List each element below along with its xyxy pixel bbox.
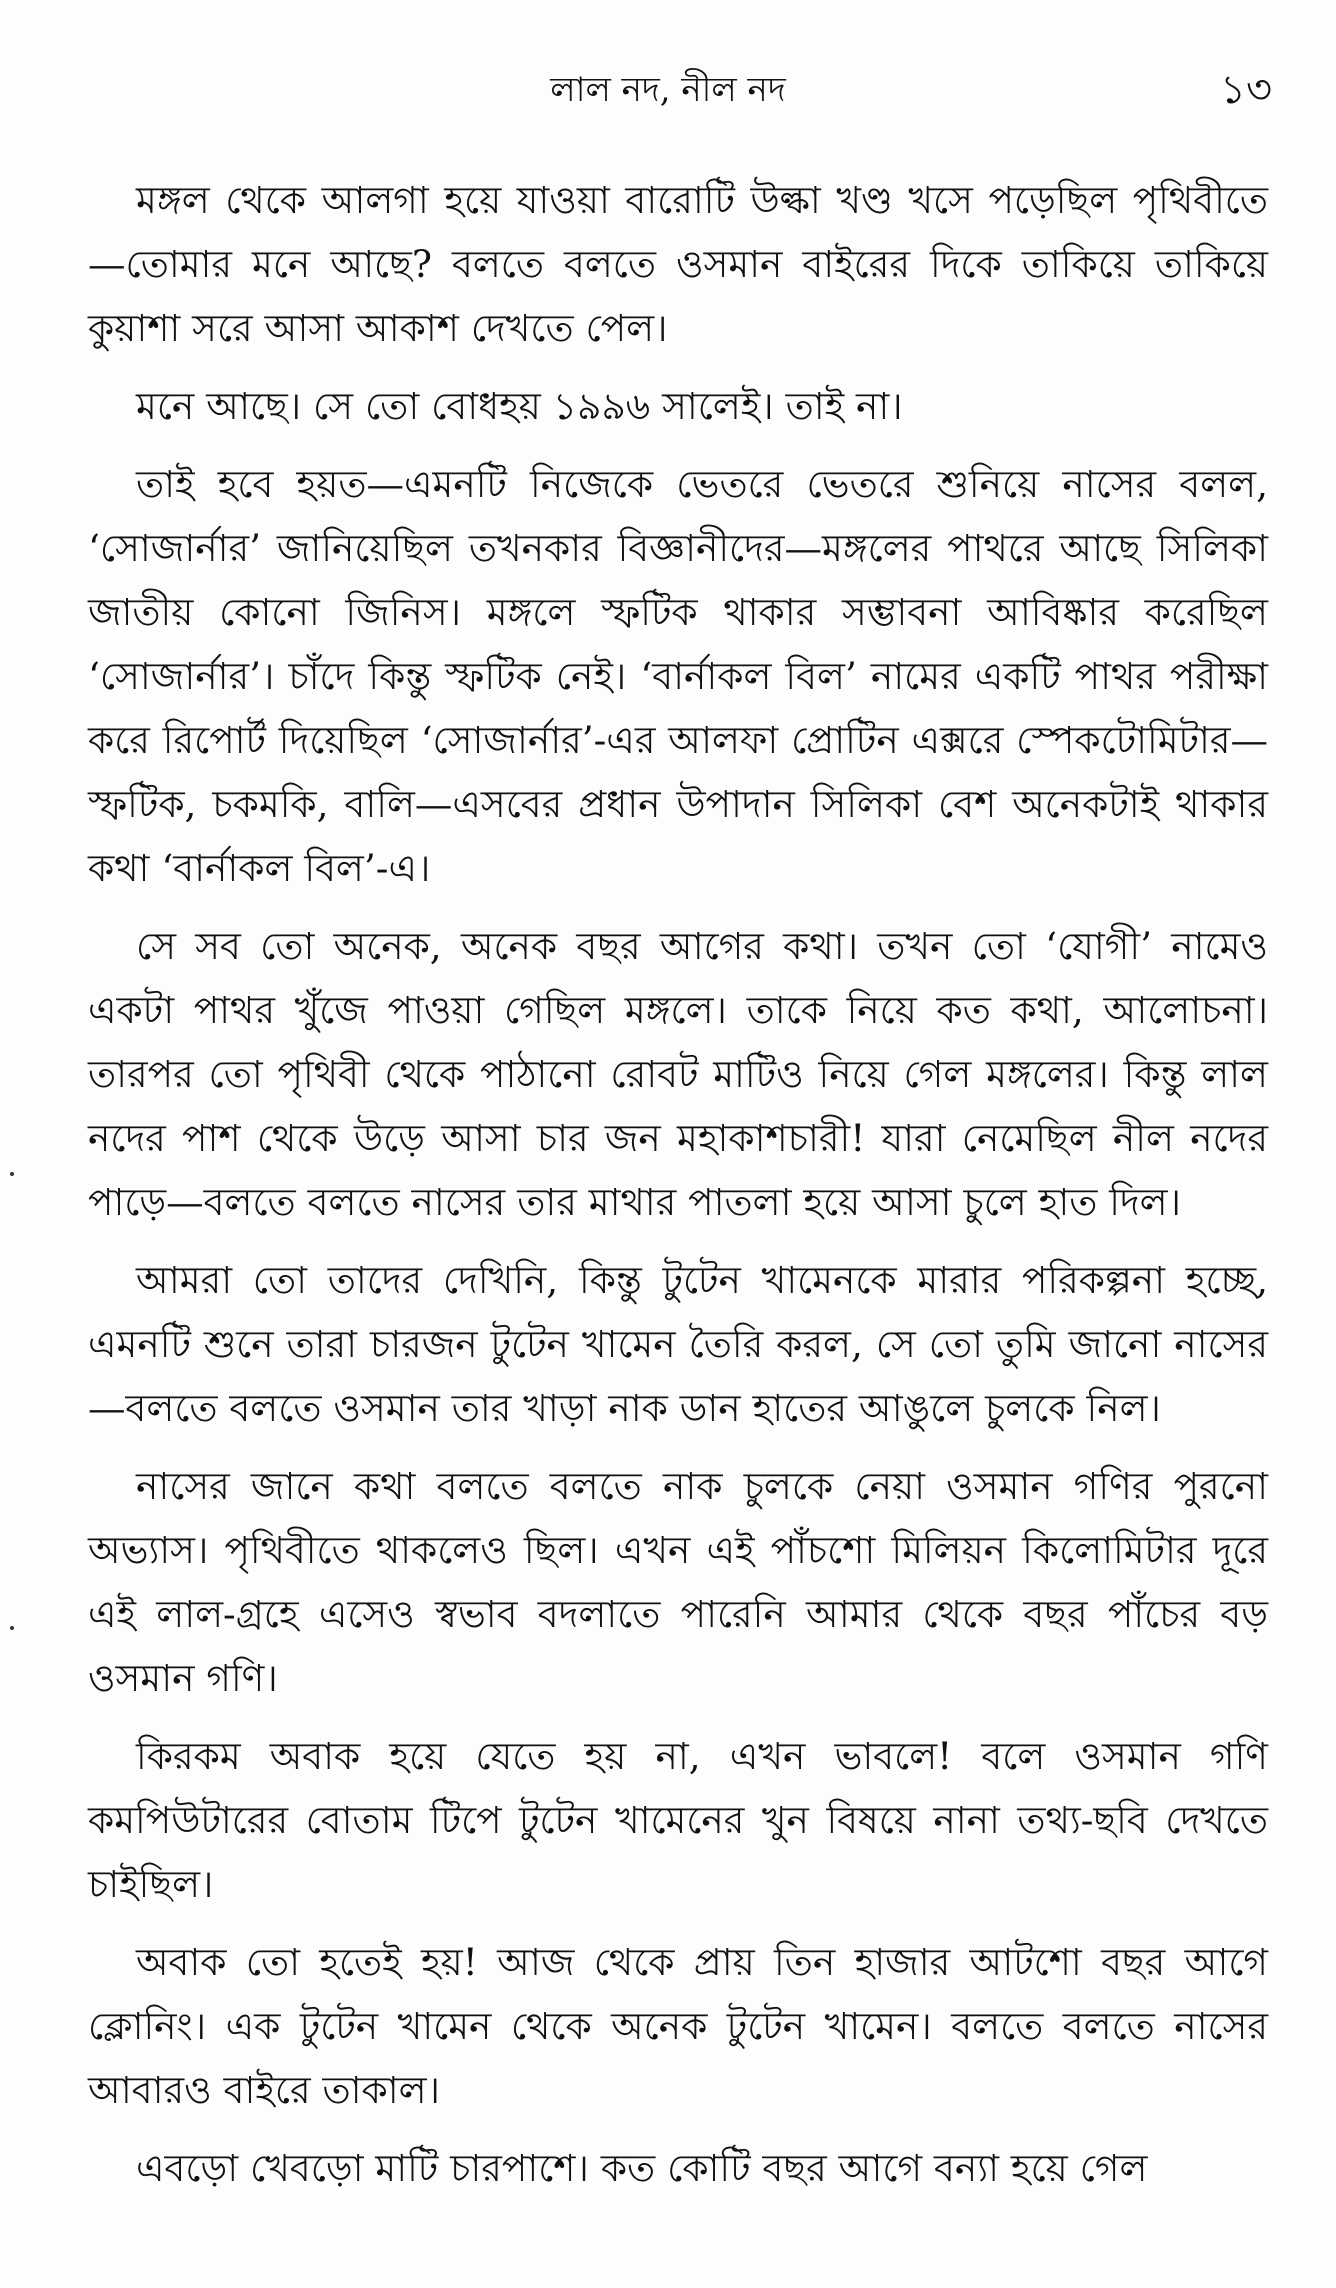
running-header xyxy=(0,60,1336,120)
paragraph-6: নাসের জানে কথা বলতে বলতে নাক চুলকে নেয়া ওসমান গণির পুরনো অভ্যাস। পৃথিবীতে থাকলেও ছিল। এখন এই পাঁচশো মিলিয়ন কিলোমিটার দূরে এই লাল-গ্রহে এসেও স্বভাব বদলাতে পারেনি আমার থেকে বছর পাঁচের বড় ওসমান গণি। xyxy=(88,1464,1268,1700)
paragraph-5: আমরা তো তাদের দেখিনি, কিন্তু টুটেন খামেনকে মারার পরিকল্পনা হচ্ছে, এমনটি শুনে তারা চারজন টুটেন খামেন তৈরি করল, সে তো তুমি জানো নাসের—বলতে বলতে ওসমান তার খাড়া নাক ডান হাতের আঙুলে চুলকে নিল। xyxy=(88,1258,1268,1430)
scan-speck xyxy=(10,1626,14,1630)
body-text xyxy=(88,168,1268,2200)
paragraph-2: মনে আছে। সে তো বোধহয় ১৯৯৬ সালেই। তাই না। xyxy=(136,384,903,428)
scan-speck xyxy=(10,1172,14,1176)
paragraph-3: তাই হবে হয়ত—এমনটি নিজেকে ভেতরে ভেতরে শুনিয়ে নাসের বলল, ‘সোজার্নার’ জানিয়েছিল তখনকার বিজ্ঞানীদের—মঙ্গলের পাথরে আছে সিলিকা জাতীয় কোনো জিনিস। মঙ্গলে স্ফটিক থাকার সম্ভাবনা আবিষ্কার করেছিল ‘সোজার্নার’। চাঁদে কিন্তু স্ফটিক নেই। ‘বার্নাকল বিল’ নামের একটি পাথর পরীক্ষা করে রিপোর্ট দিয়েছিল ‘সোজার্নার’-এর আলফা প্রোটিন এক্সরে স্পেকটোমিটার—স্ফটিক, চকমকি, বালি—এসবের প্রধান উপাদান সিলিকা বেশ অনেকটাই থাকার কথা ‘বার্নাকল বিল’-এ। xyxy=(88,462,1268,890)
paragraph-9: এবড়ো খেবড়ো মাটি চারপাশে। কত কোটি বছর আগে বন্যা হয়ে গেল xyxy=(136,2146,1148,2190)
paragraph-4: সে সব তো অনেক, অনেক বছর আগের কথা। তখন তো ‘যোগী’ নামেও একটা পাথর খুঁজে পাওয়া গেছিল মঙ্গলে। তাকে নিয়ে কত কথা, আলোচনা। তারপর তো পৃথিবী থেকে পাঠানো রোবট মাটিও নিয়ে গেল মঙ্গলের। কিন্তু লাল নদের পাশ থেকে উড়ে আসা চার জন মহাকাশচারী! যারা নেমেছিল নীল নদের পাড়ে—বলতে বলতে নাসের তার মাথার পাতলা হয়ে আসা চুলে হাত দিল। xyxy=(88,924,1268,1224)
running-title: লাল নদ, নীল নদ xyxy=(550,70,786,110)
paragraph-8: অবাক তো হতেই হয়! আজ থেকে প্রায় তিন হাজার আটশো বছর আগে ক্লোনিং। এক টুটেন খামেন থেকে অনেক টুটেন খামেন। বলতে বলতে নাসের আবারও বাইরে তাকাল। xyxy=(88,1940,1268,2112)
paragraph-1: মঙ্গল থেকে আলগা হয়ে যাওয়া বারোটি উল্কা খণ্ড খসে পড়েছিল পৃথিবীতে—তোমার মনে আছে? বলতে বলতে ওসমান বাইরের দিকে তাকিয়ে তাকিয়ে কুয়াশা সরে আসা আকাশ দেখতে পেল। xyxy=(88,178,1268,350)
paragraph-7: কিরকম অবাক হয়ে যেতে হয় না, এখন ভাবলে! বলে ওসমান গণি কমপিউটারের বোতাম টিপে টুটেন খামেনের খুন বিষয়ে নানা তথ্য-ছবি দেখতে চাইছিল। xyxy=(88,1734,1268,1906)
page-number: ১৩ xyxy=(1220,67,1272,113)
